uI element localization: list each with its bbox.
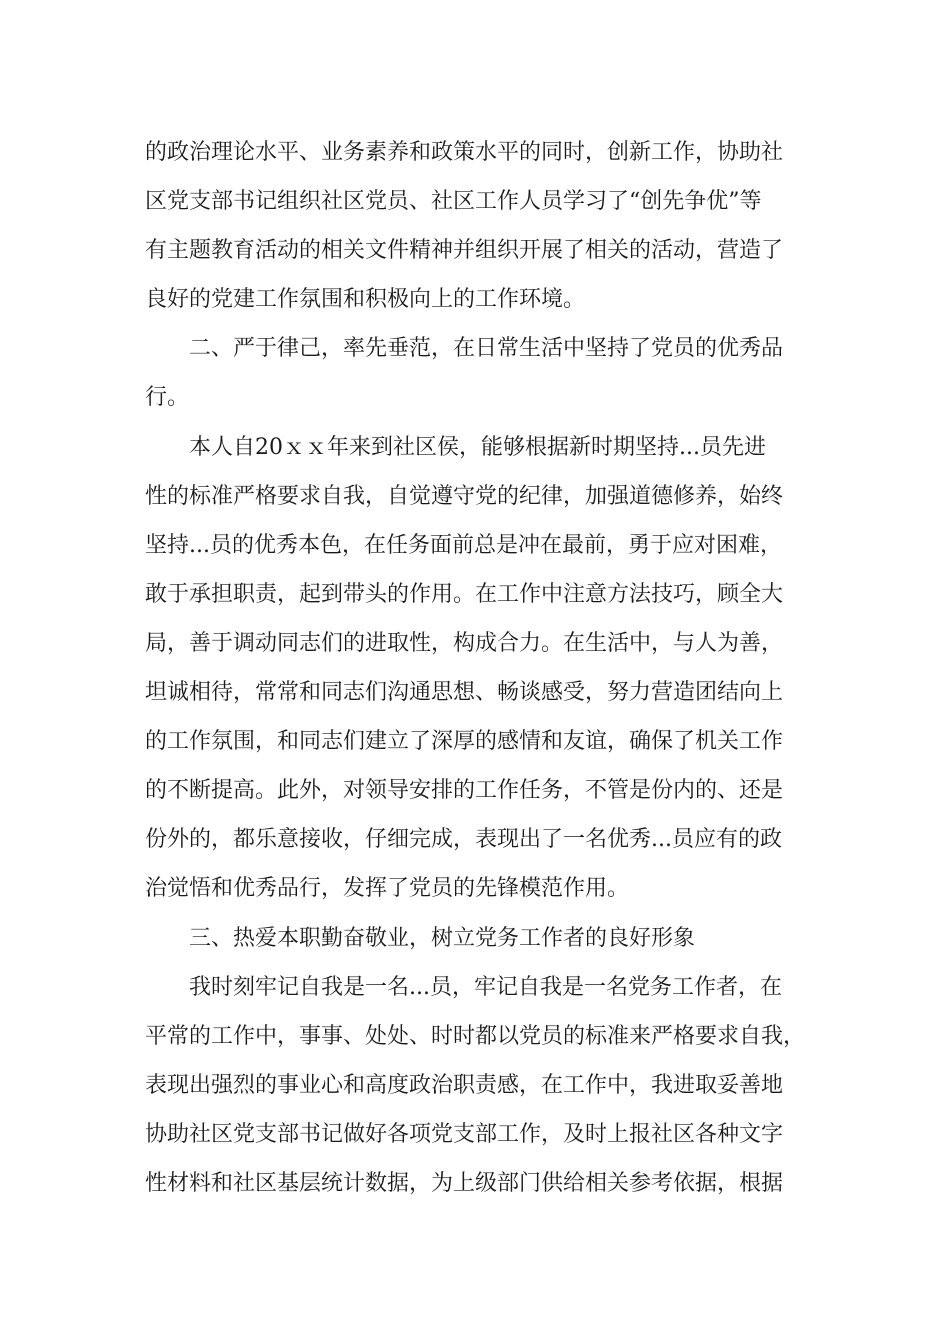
text-line: 的不断提高。此外，对领导安排的工作任务，不管是份内的、还是 — [145, 778, 784, 804]
text-line: 性的标准严格要求自我，自觉遵守党的纪律，加强道德修养，始终 — [145, 483, 784, 509]
text-line: 坦诚相待，常常和同志们沟通思想、畅谈感受，努力营造团结向上 — [145, 680, 784, 706]
text-line: 份外的，都乐意接收，仔细完成，表现出了一名优秀...员应有的政 — [145, 827, 782, 853]
text-line: 本人自20ｘｘ年来到社区侯，能够根据新时期坚持...员先进 — [145, 434, 766, 460]
text-line: 局，善于调动同志们的进取性，构成合力。在生活中，与人为善， — [145, 630, 784, 656]
section-heading-3: 三、热爱本职勤奋敬业，树立党务工作者的良好形象 — [145, 925, 696, 951]
text-line: 坚持...员的优秀本色，在任务面前总是冲在最前，勇于应对困难， — [145, 532, 782, 558]
text-line: 的工作氛围，和同志们建立了深厚的感情和友谊，确保了机关工作 — [145, 729, 784, 755]
body-text — [145, 128, 815, 1208]
text-line: 敢于承担职责，起到带头的作用。在工作中注意方法技巧，顾全大 — [145, 581, 784, 607]
text-line: 有主题教育活动的相关文件精神并组织开展了相关的活动，营造了 — [145, 238, 784, 264]
text-line: 的政治理论水平、业务素养和政策水平的同时，创新工作，协助社 — [145, 140, 784, 165]
text-line: 行。 — [145, 385, 190, 411]
text-line: 我时刻牢记自我是一名...员，牢记自我是一名党务工作者，在 — [145, 974, 782, 1000]
text-line: 协助社区党支部书记做好各项党支部工作，及时上报社区各种文字 — [145, 1121, 784, 1147]
text-line: 平常的工作中，事事、处处、时时都以党员的标准来严格要求自我， — [145, 1023, 806, 1049]
text-line: 表现出强烈的事业心和高度政治职责感，在工作中，我进取妥善地 — [145, 1072, 784, 1098]
text-line: 区党支部书记组织社区党员、社区工作人员学习了“创先争优”等 — [145, 189, 762, 215]
section-heading-2: 二、严于律己，率先垂范，在日常生活中坚持了党员的优秀品 — [145, 336, 784, 362]
text-line: 性材料和社区基层统计数据，为上级部门供给相关参考依据，根据 — [145, 1170, 784, 1196]
text-line: 治觉悟和优秀品行，发挥了党员的先锋模范作用。 — [145, 876, 630, 902]
text-line: 良好的党建工作氛围和积极向上的工作环境。 — [145, 287, 586, 313]
